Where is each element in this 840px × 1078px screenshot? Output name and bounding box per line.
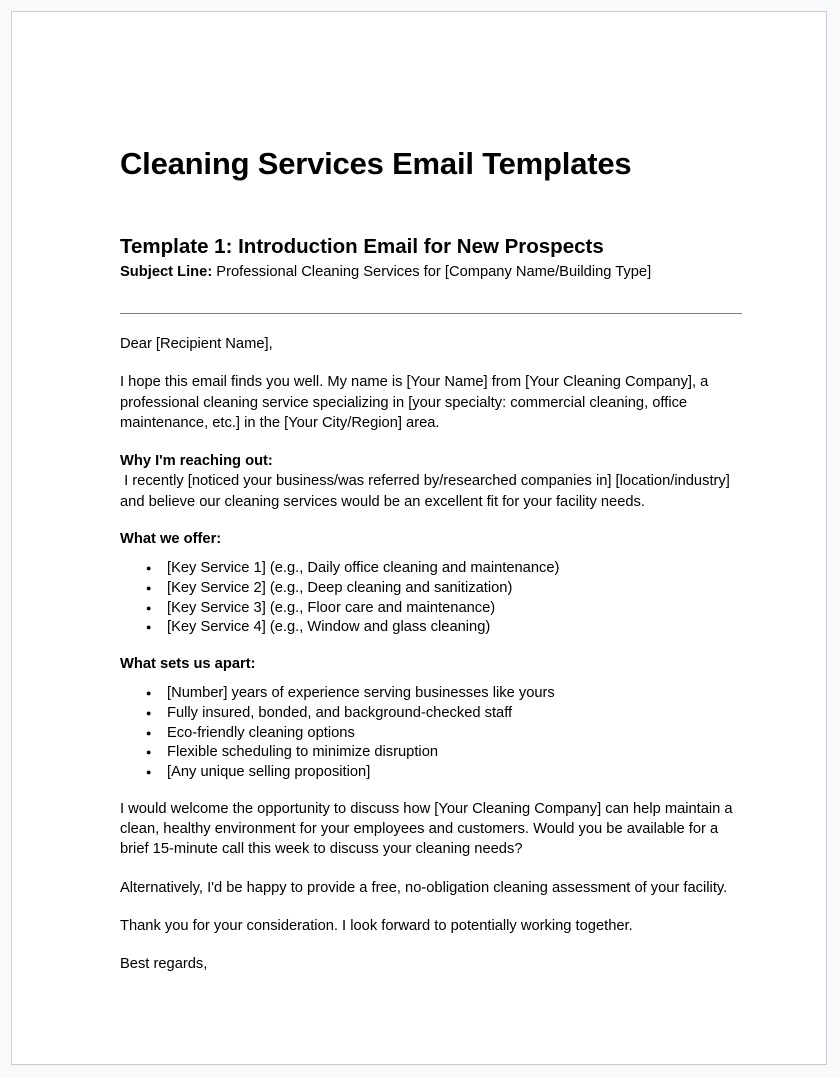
closing-paragraph-2: Alternatively, I'd be happy to provide a free, no-obligation cleaning assessment of your facility. <box>120 879 728 896</box>
signoff: Best regards, <box>120 956 208 973</box>
list-item: ● [Key Service 3] (e.g., Floor care and maintenance) <box>167 599 742 619</box>
list-item: ● Fully insured, bonded, and background-checked staff <box>167 704 742 724</box>
intro-paragraph: I hope this email finds you well. My name is [Your Name] from [Your Cleaning Company], a professional cleaning service specializing in [your specialty: commercial cleaning, office maintenance, etc.] in the [Your City/Region] area. <box>120 374 709 431</box>
greeting-paragraph: Dear [Recipient Name], <box>120 336 273 352</box>
offer-list <box>120 559 742 638</box>
apart-label: What sets us apart: <box>120 656 256 672</box>
reaching-out-body: I recently [noticed your business/was referred by/researched companies in] [location/industry] and believe our cleaning services would be an excellent fit for your facility needs. <box>120 473 734 510</box>
list-item: ● [Key Service 2] (e.g., Deep cleaning and sanitization) <box>167 579 742 599</box>
email-body <box>120 334 742 992</box>
list-item: ● [Key Service 1] (e.g., Daily office cleaning and maintenance) <box>167 559 742 579</box>
closing-paragraph-1: I would welcome the opportunity to discuss how [Your Cleaning Company] can help maintain a clean, healthy environment for your employees and customers. Would you be available for a brief 15-minute call this week to discuss your cleaning needs? <box>120 800 733 858</box>
list-item: ● Flexible scheduling to minimize disruption <box>167 743 742 763</box>
subject-line <box>120 263 651 283</box>
subject-line-value: Professional Cleaning Services for [Company Name/Building Type] <box>212 264 652 280</box>
page-title: Cleaning Services Email Templates <box>120 146 632 181</box>
reaching-out-label: Why I'm reaching out: <box>120 453 273 470</box>
list-item: ● Eco-friendly cleaning options <box>167 724 742 744</box>
offer-label: What we offer: <box>120 530 222 547</box>
horizontal-divider <box>120 313 742 314</box>
section-heading-template-1: Template 1: Introduction Email for New Prospects <box>120 235 604 258</box>
closing-paragraph-3: Thank you for your consideration. I look forward to potentially working together. <box>120 917 633 934</box>
list-item: ● [Key Service 4] (e.g., Window and glass cleaning) <box>167 618 742 638</box>
list-item: ● [Any unique selling proposition] <box>167 763 742 783</box>
subject-line-label: Subject Line: <box>120 264 213 280</box>
list-item: ● [Number] years of experience serving businesses like yours <box>167 684 742 704</box>
reaching-out-block <box>120 451 742 512</box>
document-page <box>11 11 827 1065</box>
apart-list <box>120 684 742 782</box>
